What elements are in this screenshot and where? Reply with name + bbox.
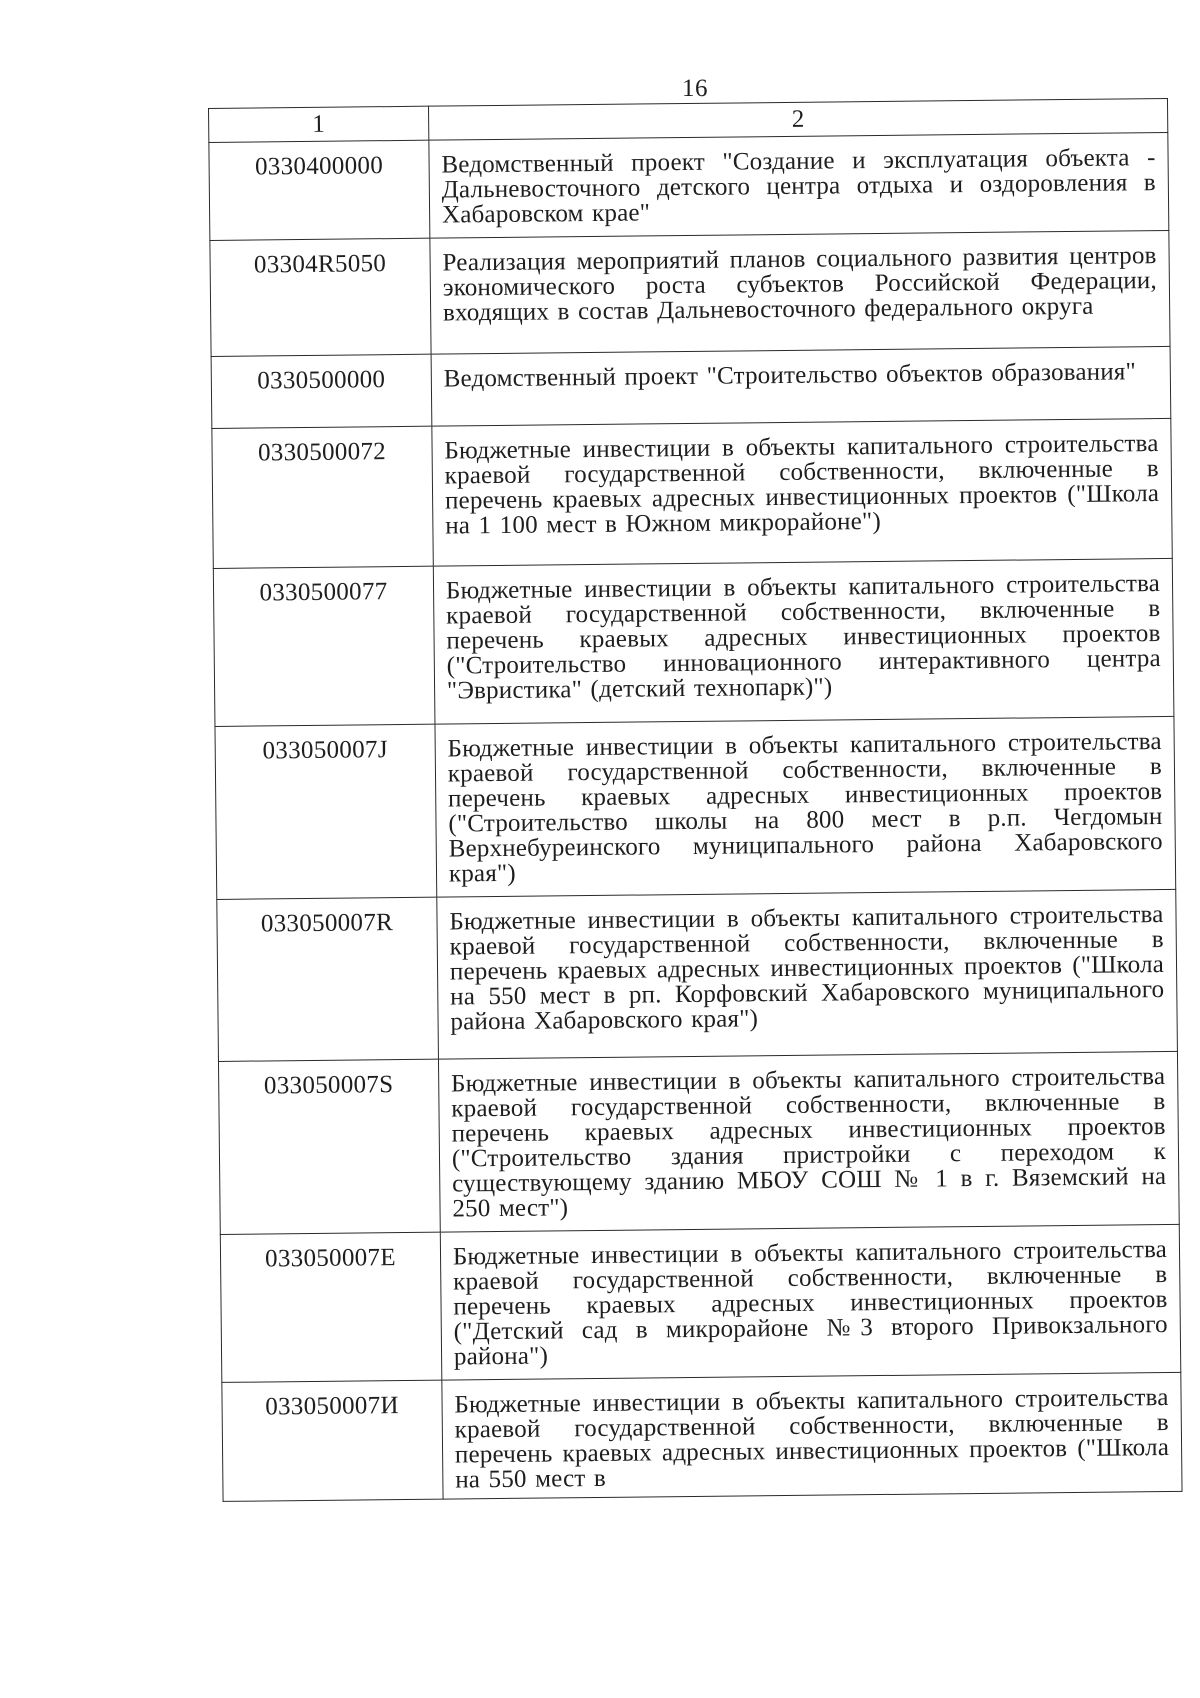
row-description: Бюджетные инвестиции в объекты капитального строительства краевой государственной собственности, включенные в перечень краевых адресных инвестиционных проектов ("Детский сад в микрорайоне №3 второго Привокзального района") — [440, 1224, 1181, 1380]
row-description: Ведомственный проект "Создание и эксплуатация объекта - Дальневосточного детского центра отдыха и оздоровления в Хабаровском крае" — [429, 132, 1169, 238]
row-code: 0330500000 — [211, 354, 432, 428]
table-row — [210, 230, 1170, 356]
table-row — [218, 1051, 1179, 1234]
row-code: 0330400000 — [209, 140, 430, 240]
table-row — [220, 1224, 1180, 1382]
column-number-1: 1 — [209, 106, 429, 142]
row-code: 033050007J — [215, 724, 437, 899]
column-number-2: 2 — [428, 98, 1167, 140]
row-description: Ведомственный проект "Строительство объектов образования" — [431, 346, 1171, 426]
row-description: Бюджетные инвестиции в объекты капитального строительства краевой государственной собственности, включенные в перечень краевых адресных инвестиционных проектов ("Строительство здания пристройки с переходом к существующему зданию МБОУ СОШ № 1 в г. Вяземский на 250 мест") — [438, 1051, 1179, 1232]
row-code: 033050007S — [218, 1059, 440, 1234]
row-code: 033050007E — [220, 1232, 441, 1382]
page-number: 16 — [682, 75, 708, 102]
row-code: 033050007И — [222, 1380, 443, 1501]
row-description: Бюджетные инвестиции в объекты капитального строительства краевой государственной собственности, включенные в перечень краевых адресных инвестиционных проектов ("Школа на 1 100 мест в Южном микрорайоне") — [432, 418, 1173, 566]
table-row — [212, 418, 1172, 568]
row-description: Бюджетные инвестиции в объекты капитального строительства краевой государственной собственности, включенные в перечень краевых адресных инвестиционных проектов ("Школа на 550 мест в — [442, 1372, 1182, 1499]
row-code: 0330500072 — [212, 426, 433, 568]
row-code: 0330500077 — [213, 566, 435, 726]
row-description: Бюджетные инвестиции в объекты капитального строительства краевой государственной собственности, включенные в перечень краевых адресных инвестиционных проектов ("Школа на 550 мест в рп. Корфовский Хабаровского муниципального района Хабаровского края") — [437, 889, 1178, 1059]
table-row — [209, 132, 1169, 240]
table-row — [211, 346, 1171, 428]
table-row — [213, 558, 1174, 726]
table-row — [222, 1372, 1182, 1501]
budget-classification-table — [208, 98, 1183, 1502]
table-row — [215, 716, 1176, 899]
row-code: 03304R5050 — [210, 238, 431, 356]
table-row — [217, 889, 1178, 1061]
row-code: 033050007R — [217, 897, 439, 1061]
row-description: Бюджетные инвестиции в объекты капитального строительства краевой государственной собственности, включенные в перечень краевых адресных инвестиционных проектов ("Строительство школы на 800 мест в р.п. Чегдомын Верхнебуреинского муниципального района Хабаровского края") — [435, 716, 1176, 897]
row-description: Реализация мероприятий планов социального развития центров экономического роста субъектов Российской Федерации, входящих в состав Дальневосточного федерального округа — [430, 230, 1170, 354]
row-description: Бюджетные инвестиции в объекты капитального строительства краевой государственной собственности, включенные в перечень краевых адресных инвестиционных проектов ("Строительство инновационного интерактивного центра "Эвристика" (детский технопарк)") — [433, 558, 1174, 724]
